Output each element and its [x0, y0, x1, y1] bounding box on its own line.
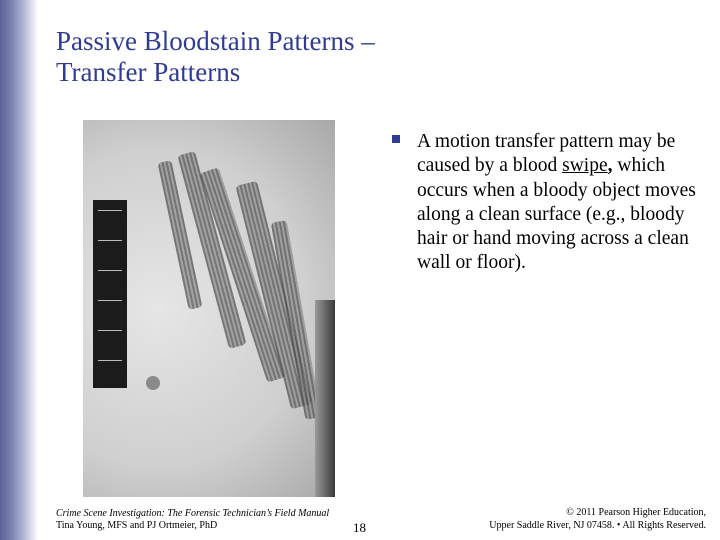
bloodstain-swipe-photo	[83, 120, 335, 497]
copyright: © 2011 Pearson Higher Education,	[566, 507, 706, 518]
scale-ruler	[93, 200, 127, 388]
authors: Tina Young, MFS and PJ Ortmeier, PhD	[56, 520, 218, 531]
sidebar-gradient	[0, 0, 38, 540]
swipe-term: swipe	[562, 155, 608, 177]
title-line-1: Passive Bloodstain Patterns –	[56, 26, 375, 56]
comma: ,	[607, 155, 613, 177]
footer-left	[56, 508, 329, 532]
slide-title	[56, 26, 375, 88]
page-number: 18	[353, 520, 366, 535]
footer-right	[489, 506, 706, 532]
book-title: Crime Scene Investigation: The Forensic Technician’s Field Manual	[56, 508, 330, 519]
title-line-2: Transfer Patterns	[56, 57, 241, 87]
text-part: which occurs when a bloody object moves along a clean surface (e.g., bloody hair or hand moving across a clean wall or floor).	[417, 155, 696, 274]
text-part: A motion transfer pattern may be caused by a blood	[417, 131, 676, 177]
address: Upper Saddle River, NJ 07458. • All Rights Reserved.	[489, 520, 706, 531]
bullet-marker-icon	[392, 135, 400, 143]
reference-dot	[146, 376, 160, 390]
bullet-text	[417, 130, 707, 276]
photo-dark-edge	[315, 300, 335, 497]
